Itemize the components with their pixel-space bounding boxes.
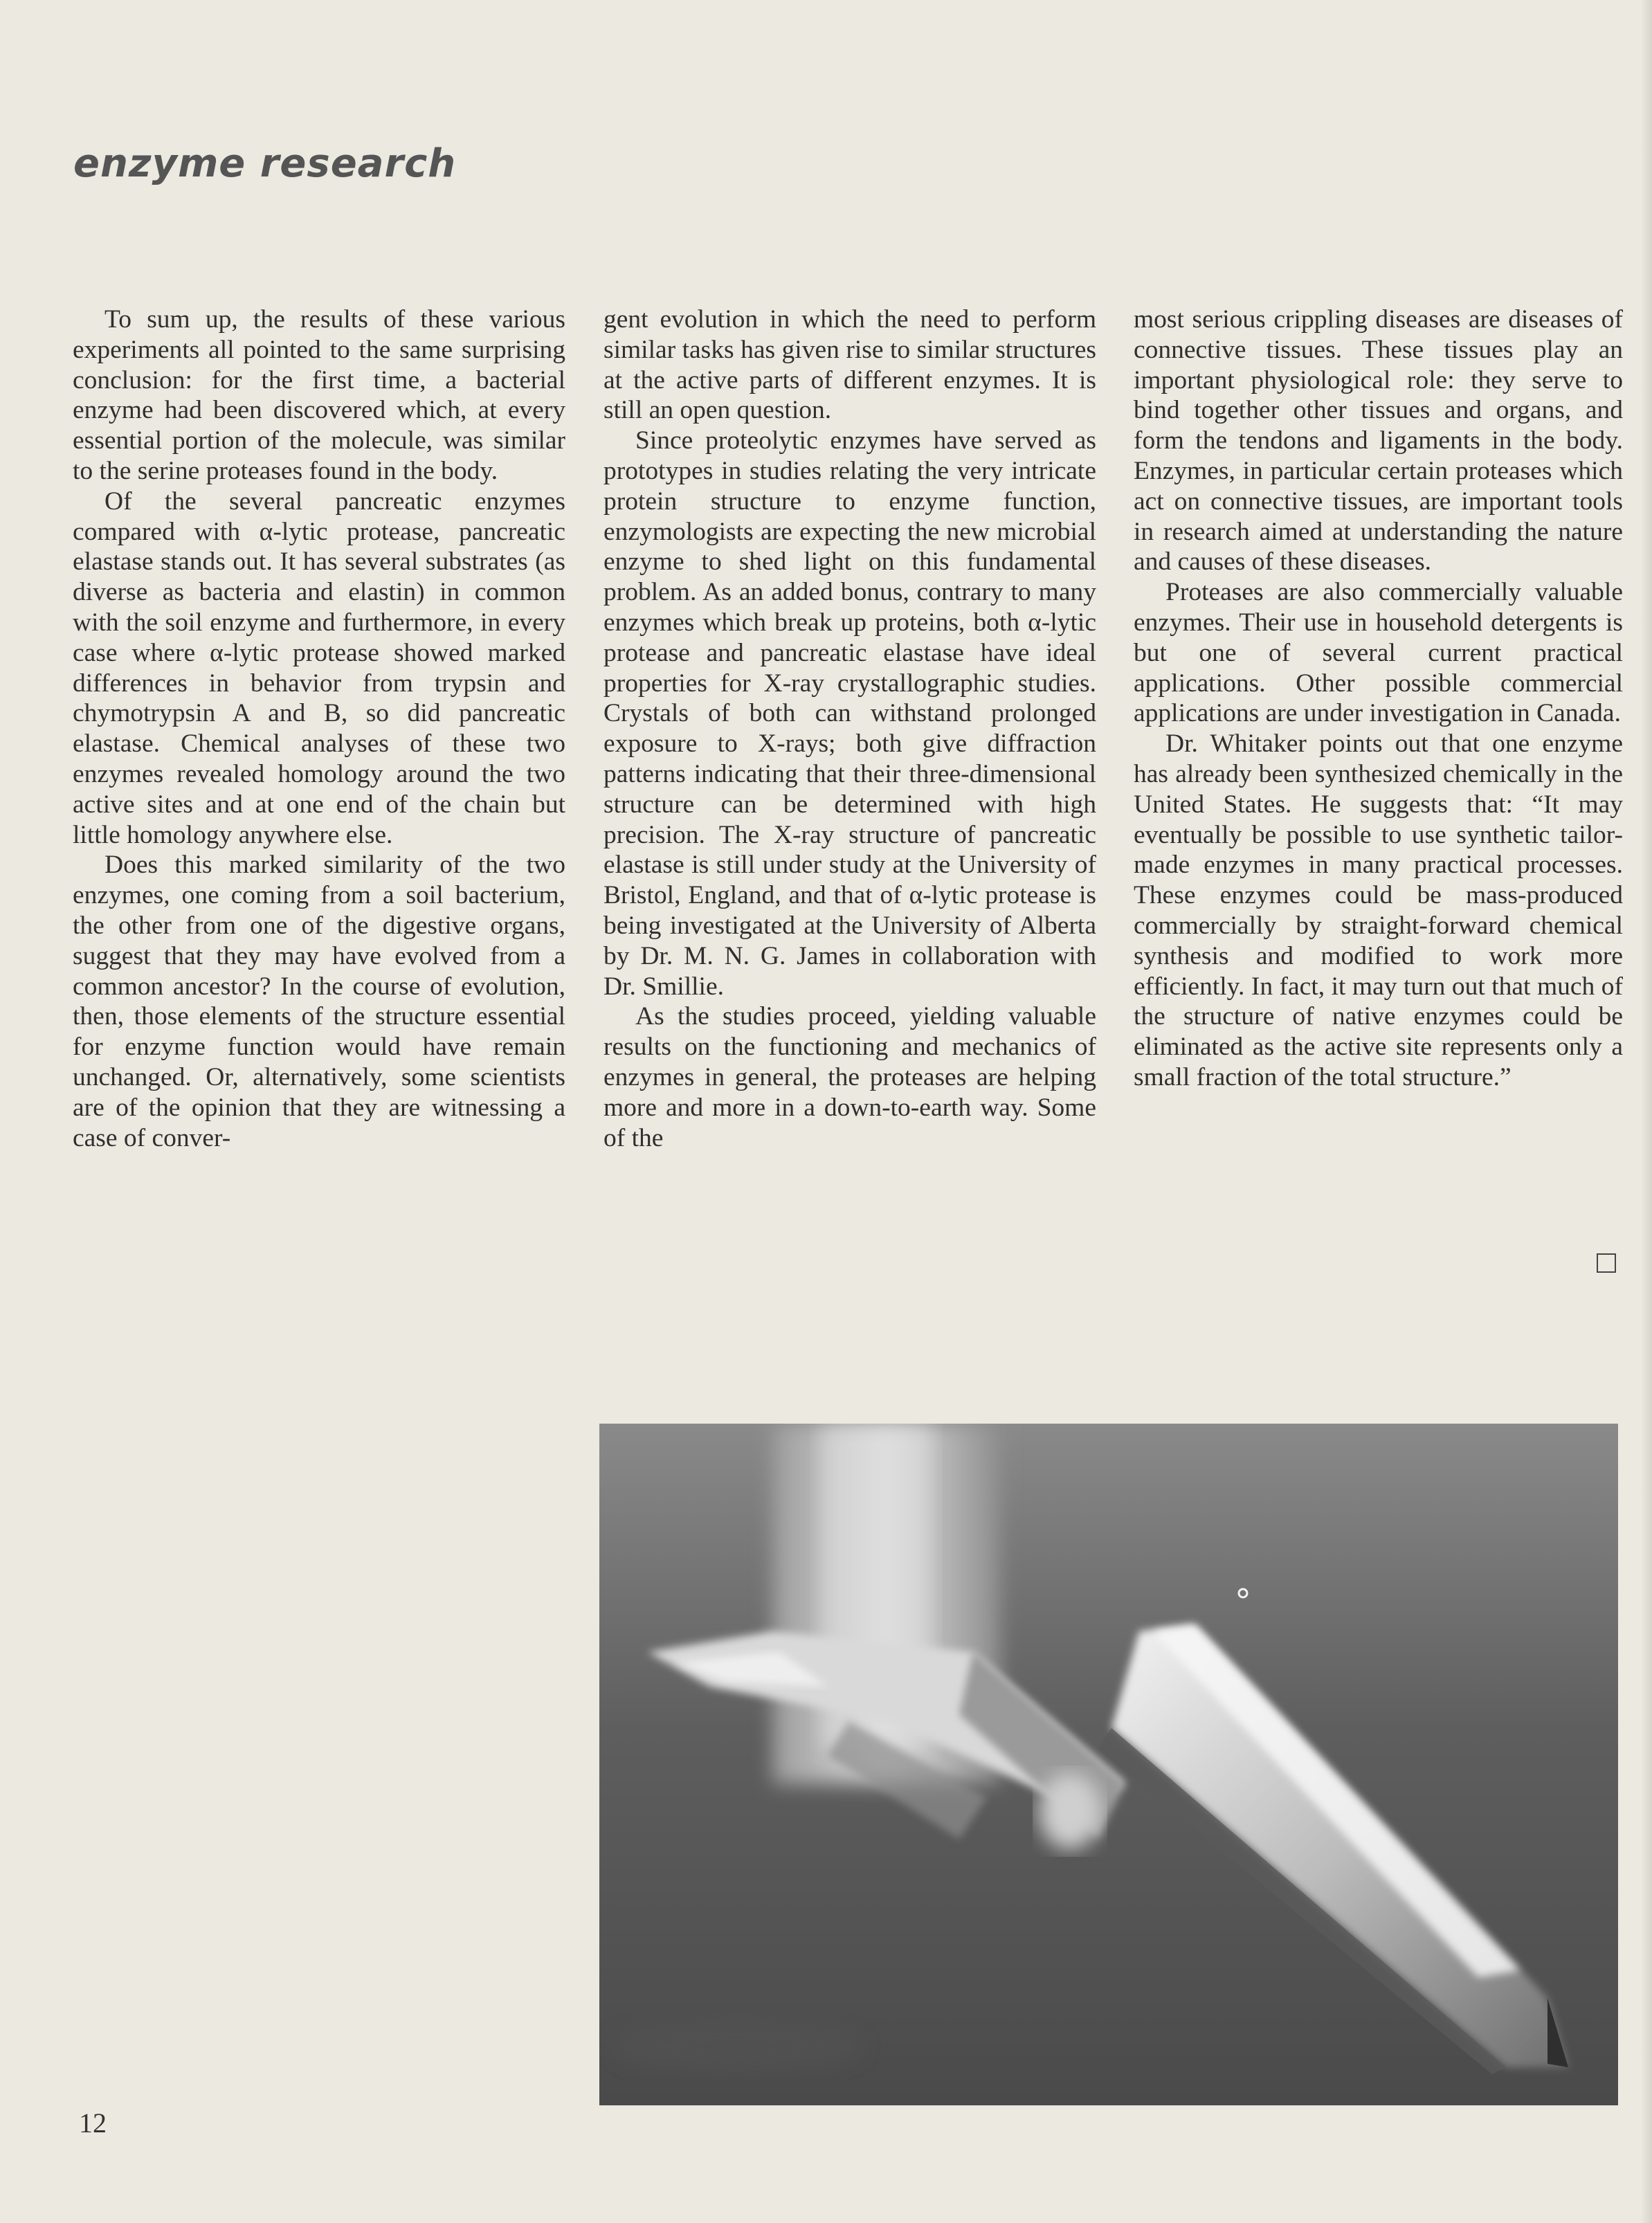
page-edge <box>1641 0 1652 2223</box>
crystal-photograph-image <box>599 1424 1618 2105</box>
paragraph: Dr. Whitaker points out that one enzyme has already been synthesized chemically in the United States. He suggests that: “It may eventually be possible to use synthetic tailor-made enzymes in many practical processes. These enzymes could be mass-produced commercially by straight-forward chemical synthesis and modified to work more efficiently. In fact, it may turn out that much of the structure of native enzymes could be eliminated as the active site represents only a small fraction of the total structure.” <box>1134 729 1623 1091</box>
paragraph: Of the several pancreatic enzymes compared with α-lytic protease, pancreatic elastase stands out. It has several substrates (as diverse as bacteria and elastin) in common with the soil enzyme and furthermore, in every case where α-lytic protease showed marked differences in behavior from trypsin and chymotrypsin A and B, so did pancreatic elastase. Chemical analyses of these two enzymes revealed homology around the two active sites and at one end of the chain but little homology anywhere else. <box>73 487 565 849</box>
paragraph: As the studies proceed, yielding valuable results on the functioning and mechanics of enzymes in general, the proteases are helping more and more in a down-to-earth way. Some of the <box>603 1002 1096 1152</box>
section-title: enzyme research <box>73 141 457 186</box>
page-number: 12 <box>79 2107 107 2139</box>
article-column-1 <box>73 305 565 1153</box>
end-of-article-mark <box>1597 1253 1616 1273</box>
paragraph: Proteases are also commercially valuable enzymes. Their use in household detergents is but one of several current practical applications. Other possible commercial applications are under investigation in Canada. <box>1134 578 1623 728</box>
paragraph-continued: gent evolution in which the need to perform similar tasks has given rise to similar structures at the active parts of different enzymes. It is still an open question. <box>603 305 1096 425</box>
article-column-2 <box>603 305 1096 1153</box>
crystal-photograph <box>599 1424 1618 2105</box>
article-column-3 <box>1134 305 1623 1093</box>
paragraph: Does this marked similarity of the two enzymes, one coming from a soil bacterium, the other from one of the digestive organs, suggest that they may have evolved from a common ancestor? In the course of evolution, then, those elements of the structure essential for enzyme function would have remain unchanged. Or, alternatively, some scientists are of the opinion that they are witnessing a case of conver- <box>73 851 565 1152</box>
paragraph-continued: most serious crippling diseases are diseases of connective tissues. These tissues play an important physiological role: they serve to bind together other tissues and organs, and form the tendons and ligaments in the body. Enzymes, in particular certain proteases which act on connective tissues, are important tools in research aimed at understanding the nature and causes of these diseases. <box>1134 305 1623 577</box>
paragraph: Since proteolytic enzymes have served as prototypes in studies relating the very intricate protein structure to enzyme function, enzymologists are expecting the new microbial enzyme to shed light on this fundamental problem. As an added bonus, contrary to many enzymes which break up proteins, both α-lytic protease and pancreatic elastase have ideal properties for X-ray crystallographic studies. Crystals of both can withstand prolonged exposure to X-rays; both give diffraction patterns indicating that their three-dimensional structure can be determined with high precision. The X-ray structure of pancreatic elastase is still under study at the University of Bristol, England, and that of α-lytic protease is being investigated at the University of Alberta by Dr. M. N. G. James in collaboration with Dr. Smillie. <box>603 426 1096 1001</box>
paragraph: To sum up, the results of these various experiments all pointed to the same surprising conclusion: for the first time, a bacterial enzyme had been discovered which, at every essential portion of the molecule, was similar to the serine proteases found in the body. <box>73 305 565 485</box>
